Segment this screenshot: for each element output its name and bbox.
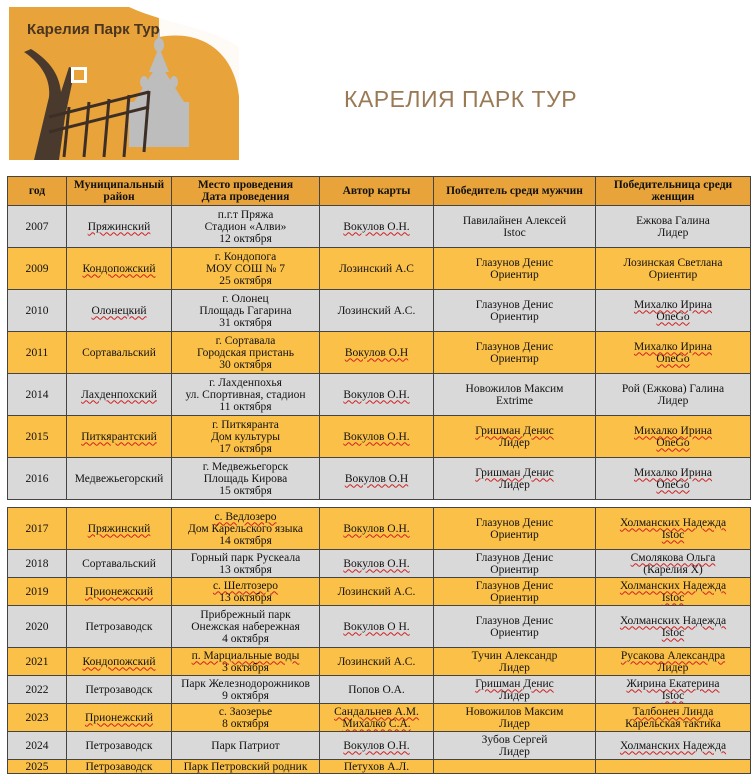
winner-club: Лидер: [499, 436, 530, 449]
winner-club: Лидер: [657, 661, 689, 674]
cell-place: [172, 248, 320, 290]
table-row: [8, 578, 751, 606]
winner-name: Гришман Денис: [475, 466, 554, 479]
winner-name: Глазунов Денис: [475, 614, 554, 627]
cell-men: [434, 704, 596, 732]
cell-year: 2023: [8, 704, 67, 732]
winner-club: Ориентир: [648, 268, 698, 281]
cell-district: Петрозаводск: [67, 606, 172, 648]
col-year: [8, 177, 67, 206]
cell-author: [320, 374, 434, 416]
cell-year: 2014: [8, 374, 67, 416]
table-row: [8, 332, 751, 374]
table-row: [8, 704, 751, 732]
place-line: Площадь Кирова: [203, 472, 288, 485]
cell-women: [596, 648, 751, 676]
cell-women: [596, 760, 751, 774]
cell-place: [172, 704, 320, 732]
cell-district: [67, 578, 172, 606]
place-line: 14 октября: [219, 534, 272, 547]
place-line: ул. Спортивная, стадион: [185, 388, 306, 401]
cell-men: [434, 508, 596, 550]
cell-author: Попов О.А.: [320, 676, 434, 704]
winner-name: Михалко Ирина: [633, 466, 713, 479]
winner-name: Глазунов Денис: [475, 579, 554, 592]
place-line: Дом Карельского языка: [188, 522, 303, 535]
cell-district: Сортавальский: [67, 550, 172, 578]
place-line: Дом культуры: [211, 430, 280, 443]
winner-club: Лидер: [657, 394, 689, 407]
cell-author: [320, 332, 434, 374]
table-header-row: [8, 177, 751, 206]
cell-district-text: Прионежский: [85, 585, 153, 598]
cell-year: 2022: [8, 676, 67, 704]
cell-district: [67, 206, 172, 248]
logo: [9, 7, 239, 160]
col-place-label-2: Дата проведения: [201, 191, 290, 203]
winner-club: (Карелия X): [643, 563, 703, 576]
winner-club: Ориентир: [490, 563, 539, 576]
cell-year: 2021: [8, 648, 67, 676]
cell-author-text: Вокулов О.Н.: [343, 220, 410, 233]
winner-club: Ориентир: [490, 352, 539, 365]
winner-club: OneGo: [656, 436, 690, 449]
cell-author: [320, 606, 434, 648]
cell-district-text: Кондопожский: [82, 655, 156, 668]
cell-author-text: Вокулов О.Н: [344, 346, 409, 359]
cell-district: Петрозаводск: [67, 732, 172, 760]
place-line: 25 октября: [219, 274, 272, 287]
winner-club: Лидер: [499, 689, 530, 702]
cell-author-text: Вокулов О.Н.: [343, 557, 410, 570]
col-district: [67, 177, 172, 206]
cell-author: [320, 508, 434, 550]
cell-men: [434, 648, 596, 676]
place-line: Горный парк Рускеала: [190, 551, 301, 564]
winner-name: Глазунов Денис: [475, 256, 554, 269]
cell-author: Лозинский А.С.: [320, 578, 434, 606]
col-year-label: год: [28, 185, 46, 197]
cell-district-text: Питкярантский: [81, 430, 157, 443]
place-line: г. Питкяранта: [212, 418, 279, 431]
col-men: [434, 177, 596, 206]
winner-name: Глазунов Денис: [475, 298, 554, 311]
cell-author-text: Вокулов О.Н.: [343, 739, 410, 752]
cell-district-text: Кондопожский: [82, 262, 156, 275]
cell-men: [434, 332, 596, 374]
cell-year: 2017: [8, 508, 67, 550]
winner-name: Зубов Сергей: [481, 733, 548, 746]
table-row: [8, 416, 751, 458]
cell-women: [596, 374, 751, 416]
cell-place: [172, 550, 320, 578]
winner-club: Istoc: [503, 226, 526, 239]
winner-name: Рой (Ежкова) Галина: [621, 382, 725, 395]
cell-year: 2015: [8, 416, 67, 458]
winner-name: Ежкова Галина: [636, 214, 710, 227]
cell-author: [320, 416, 434, 458]
cell-year: 2025: [8, 760, 67, 774]
cell-place: [172, 760, 320, 774]
cell-year: 2024: [8, 732, 67, 760]
page-title: КАРЕЛИЯ ПАРК ТУР: [344, 86, 578, 112]
cell-men: [434, 760, 596, 774]
cell-men: [434, 676, 596, 704]
col-place: [172, 177, 320, 206]
winner-name: Гришман Денис: [475, 677, 554, 690]
cell-place: [172, 374, 320, 416]
cell-place: [172, 732, 320, 760]
winner-name: Жирина Екатерина: [626, 677, 720, 690]
table-row: [8, 290, 751, 332]
col-women-label-2: женщин: [651, 191, 695, 203]
winner-club: Istoc: [661, 689, 685, 702]
winner-name: Павилайнен Алексей: [462, 214, 567, 227]
cell-year: 2009: [8, 248, 67, 290]
cell-women: [596, 550, 751, 578]
winner-club: OneGo: [656, 352, 690, 365]
cell-district: Петрозаводск: [67, 760, 172, 774]
cell-author: Петухов А.Л.: [320, 760, 434, 774]
cell-women: [596, 332, 751, 374]
winner-club: Extrime: [495, 394, 534, 407]
cell-author-text: Вокулов О.Н.: [343, 522, 410, 535]
place-line: 12 октября: [219, 232, 272, 245]
cell-place: [172, 578, 320, 606]
cell-women: [596, 508, 751, 550]
table-row: [8, 206, 751, 248]
cell-district: [67, 290, 172, 332]
cell-district: [67, 248, 172, 290]
table-row: [8, 676, 751, 704]
place-line: 30 октября: [219, 358, 272, 371]
table-row: [8, 760, 751, 774]
cell-place: [172, 290, 320, 332]
cell-men: [434, 374, 596, 416]
cell-district: Медвежьегорский: [67, 458, 172, 500]
winner-name: Тучин Александр: [471, 649, 558, 662]
col-women-label-1: Победительница среди: [613, 179, 733, 191]
winner-club: Лидер: [499, 717, 530, 730]
cell-district-text: Пряжинский: [87, 522, 151, 535]
table-row: [8, 648, 751, 676]
cell-women: [596, 578, 751, 606]
winner-name: Михалко Ирина: [633, 298, 713, 311]
author-line: Сандальнев А.М.: [334, 705, 419, 718]
cell-men: [434, 578, 596, 606]
results-table-1: [7, 176, 751, 500]
place-line: Городская пристань: [196, 346, 295, 359]
cell-place: [172, 458, 320, 500]
cell-district: [67, 508, 172, 550]
cell-year: 2020: [8, 606, 67, 648]
place-line: Онежская набережная: [191, 620, 300, 633]
cell-place: [172, 416, 320, 458]
col-author: [320, 177, 434, 206]
cell-author: Лозинский А.С: [320, 248, 434, 290]
cell-author: [320, 550, 434, 578]
winner-name: Талбонен Линда: [632, 705, 714, 718]
cell-year: 2016: [8, 458, 67, 500]
col-men-label: Победитель среди мужчин: [446, 185, 583, 197]
place-line: 11 октября: [219, 400, 272, 413]
place-line: Парк Петровский родник: [183, 760, 308, 773]
cell-author: [320, 206, 434, 248]
cell-author-text: Вокулов О.Н.: [343, 388, 410, 401]
place-line: п.г.т Пряжа: [217, 208, 274, 221]
winner-name: Холманских Надежда: [619, 516, 727, 529]
place-line: 13 октября: [219, 563, 272, 576]
table-row: [8, 732, 751, 760]
cell-district: [67, 374, 172, 416]
winner-name: Михалко Ирина: [633, 340, 713, 353]
cell-district: Петрозаводск: [67, 676, 172, 704]
cell-men: [434, 290, 596, 332]
winner-club: Лидер: [657, 226, 689, 239]
table-row: [8, 458, 751, 500]
place-line: 3 октября: [222, 661, 269, 674]
cell-year: 2018: [8, 550, 67, 578]
cell-district-text: Пряжинский: [87, 220, 151, 233]
winner-club: OneGo: [656, 478, 690, 491]
winner-name: Новожилов Максим: [465, 382, 564, 395]
winner-club: Карельская тактика: [625, 717, 721, 730]
cell-men: [434, 732, 596, 760]
table-row: [8, 606, 751, 648]
cell-women: [596, 458, 751, 500]
place-line: г. Олонец: [222, 292, 269, 305]
col-district-label-2: район: [103, 191, 135, 203]
cell-district: [67, 416, 172, 458]
table-row: [8, 374, 751, 416]
cell-place: [172, 676, 320, 704]
place-line: 31 октября: [219, 316, 272, 329]
winner-club: Istoc: [661, 591, 685, 604]
winner-club: Лидер: [499, 745, 530, 758]
cell-place: [172, 332, 320, 374]
cell-district: Сортавальский: [67, 332, 172, 374]
place-line: с. Ведлозеро: [214, 510, 277, 523]
cell-place: [172, 606, 320, 648]
cell-author: [320, 704, 434, 732]
place-line: Площадь Гагарина: [199, 304, 292, 317]
place-line: Прибрежный парк: [200, 608, 291, 621]
place-line: 4 октября: [222, 632, 269, 645]
cell-men: [434, 248, 596, 290]
winner-club: OneGo: [656, 310, 690, 323]
winner-name: Смолякова Ольга: [630, 551, 716, 564]
cell-author: Лозинский А.С.: [320, 648, 434, 676]
cell-women: [596, 606, 751, 648]
cell-men: [434, 416, 596, 458]
winner-name: Михалко Ирина: [633, 424, 713, 437]
winner-name: Лозинская Светлана: [623, 256, 723, 269]
place-line: г. Медвежьегорск: [202, 460, 289, 473]
place-line: 8 октября: [222, 717, 269, 730]
place-line: г. Кондопога: [214, 250, 277, 263]
table-row: [8, 550, 751, 578]
cell-author-text: Вокулов О.Н.: [343, 430, 410, 443]
place-line: МОУ СОШ № 7: [206, 262, 285, 275]
place-line: 15 октября: [219, 484, 272, 497]
winner-club: Ориентир: [490, 528, 539, 541]
winner-name: Глазунов Денис: [475, 340, 554, 353]
winner-name: Гришман Денис: [475, 424, 554, 437]
place-line: п. Марциальные воды: [191, 649, 300, 662]
place-line: г. Сортавала: [215, 334, 276, 347]
cell-year: 2007: [8, 206, 67, 248]
table-row: [8, 248, 751, 290]
place-line: с. Шелтозеро: [212, 579, 279, 592]
cell-place: [172, 508, 320, 550]
cell-place: [172, 648, 320, 676]
cell-women: [596, 676, 751, 704]
winner-name: Глазунов Денис: [475, 551, 554, 564]
place-line: г. Лахденпохья: [209, 376, 282, 389]
cell-year: 2010: [8, 290, 67, 332]
cell-year: 2019: [8, 578, 67, 606]
cell-district-text: Лахденпохский: [81, 388, 157, 401]
cell-men: [434, 550, 596, 578]
winner-name: Холманских Надежда: [619, 739, 727, 752]
cell-men: [434, 458, 596, 500]
winner-club: Ориентир: [490, 268, 539, 281]
winner-name: Холманских Надежда: [619, 579, 727, 592]
winner-club: Istoc: [661, 528, 685, 541]
cell-district: [67, 704, 172, 732]
winner-name: Глазунов Денис: [475, 516, 554, 529]
place-line: с. Заозерье: [218, 705, 273, 718]
cell-district: [67, 648, 172, 676]
table-row: [8, 508, 751, 550]
results-table-2: [7, 507, 751, 774]
place-line: 13 октября: [219, 591, 272, 604]
cell-district-text: Олонецкий: [91, 304, 147, 317]
cell-women: [596, 704, 751, 732]
cell-author-text: Вокулов О.Н: [344, 472, 409, 485]
winner-club: Лидер: [499, 661, 530, 674]
winner-name: Холманских Надежда: [619, 614, 727, 627]
cell-author: [320, 732, 434, 760]
logo-title: Карелия Парк Тур: [27, 21, 160, 38]
cell-men: [434, 606, 596, 648]
place-line: Стадион «Алви»: [204, 220, 287, 233]
cell-author: Лозинский А.С.: [320, 290, 434, 332]
cell-women: [596, 732, 751, 760]
winner-club: Istoc: [661, 626, 685, 639]
cell-women: [596, 248, 751, 290]
col-district-label-1: Муниципальный: [73, 179, 165, 191]
winner-club: Ориентир: [490, 310, 539, 323]
cell-women: [596, 290, 751, 332]
winner-name: Русакова Александра: [620, 649, 726, 662]
cell-year: 2011: [8, 332, 67, 374]
author-line: Михалко С.А.: [342, 717, 411, 730]
place-line: Парк Железнодорожников: [181, 677, 310, 690]
col-place-label-1: Место проведения: [197, 179, 294, 191]
winner-club: Ориентир: [490, 626, 539, 639]
col-women: [596, 177, 751, 206]
cell-author: [320, 458, 434, 500]
cell-men: [434, 206, 596, 248]
cell-place: [172, 206, 320, 248]
cell-women: [596, 206, 751, 248]
winner-name: Новожилов Максим: [465, 705, 564, 718]
cell-district-text: Прионежский: [85, 711, 153, 724]
place-line: Парк Патриот: [211, 739, 280, 752]
winner-club: Ориентир: [490, 591, 539, 604]
winner-club: Лидер: [499, 478, 530, 491]
place-line: 9 октября: [222, 689, 269, 702]
cell-author-text: Вокулов О Н.: [343, 620, 410, 633]
cell-women: [596, 416, 751, 458]
col-author-label: Автор карты: [342, 185, 411, 197]
place-line: 17 октября: [219, 442, 272, 455]
